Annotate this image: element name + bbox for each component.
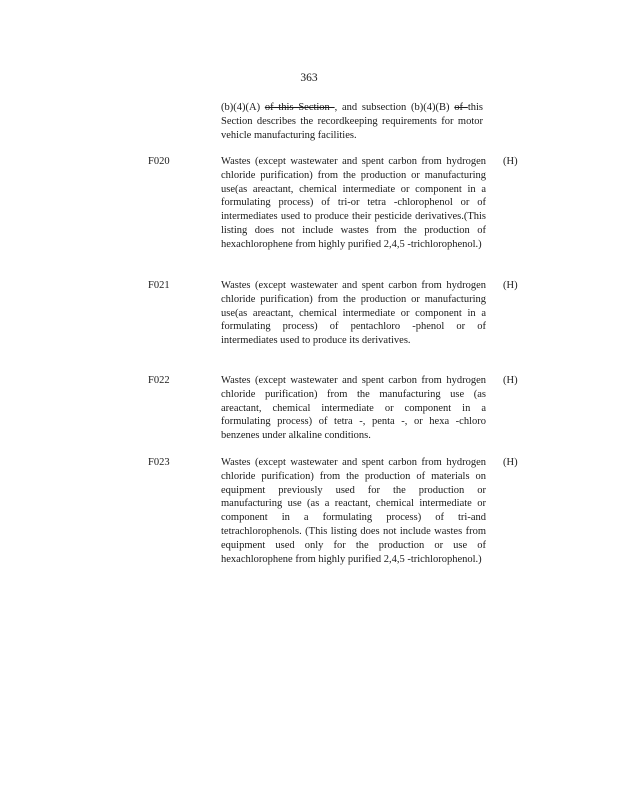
hazard-code: (H) [503,156,518,167]
intro-text-part2: , and subsection (b)(4)(B) [334,102,455,113]
page-number: 363 [300,72,318,84]
intro-text-part3: this Section describes the recordkeeping requirements for motor vehicle manufacturing facilities. [221,102,483,141]
intro-struck-text-2: of [454,102,468,113]
intro-text-part1: (b)(4)(A) [221,102,265,113]
waste-code: F021 [148,280,170,291]
intro-struck-text-1: of this Section [264,102,335,113]
waste-description: Wastes (except wastewater and spent carbon from hydrogen chloride purification) from the production or manufacturing use(as areactant, chemical intermediate or component in a formulating process) of tri-or tetra -chlorophenol or of intermediates used to produce their pesticide derivatives.(This listing does not include wastes from the production of hexachlorophene from highly purified 2,4,5 -trichlorophenol.) [221,156,486,250]
intro-paragraph [221,101,483,142]
hazard-code: (H) [503,457,518,468]
waste-code: F020 [148,156,170,167]
waste-code: F022 [148,375,170,386]
waste-code: F023 [148,457,170,468]
hazard-code: (H) [503,280,518,291]
waste-description: Wastes (except wastewater and spent carbon from hydrogen chloride purification) from the production of materials on equipment previously used for the production or manufacturing use (as a reactant, chemical intermediate or component in a formulating process) of tri-and tetrachlorophenols. (This listing does not include wastes from equipment used only for the production or use of hexachlorophene from highly purified 2,4,5 -trichlorophenol.) [221,457,486,565]
waste-description: Wastes (except wastewater and spent carbon from hydrogen chloride purification) from the production or manufacturing use(as areactant, chemical intermediate or component in a formulating process) of pentachloro -phenol or of intermediates used to produce its derivatives. [221,280,486,347]
waste-description: Wastes (except wastewater and spent carbon from hydrogen chloride purification) from the manufacturing use (as areactant, chemical intermediate or component in a formulating process) of tetra -, penta -, or hexa -chloro benzenes under alkaline conditions. [221,375,486,442]
hazard-code: (H) [503,375,518,386]
